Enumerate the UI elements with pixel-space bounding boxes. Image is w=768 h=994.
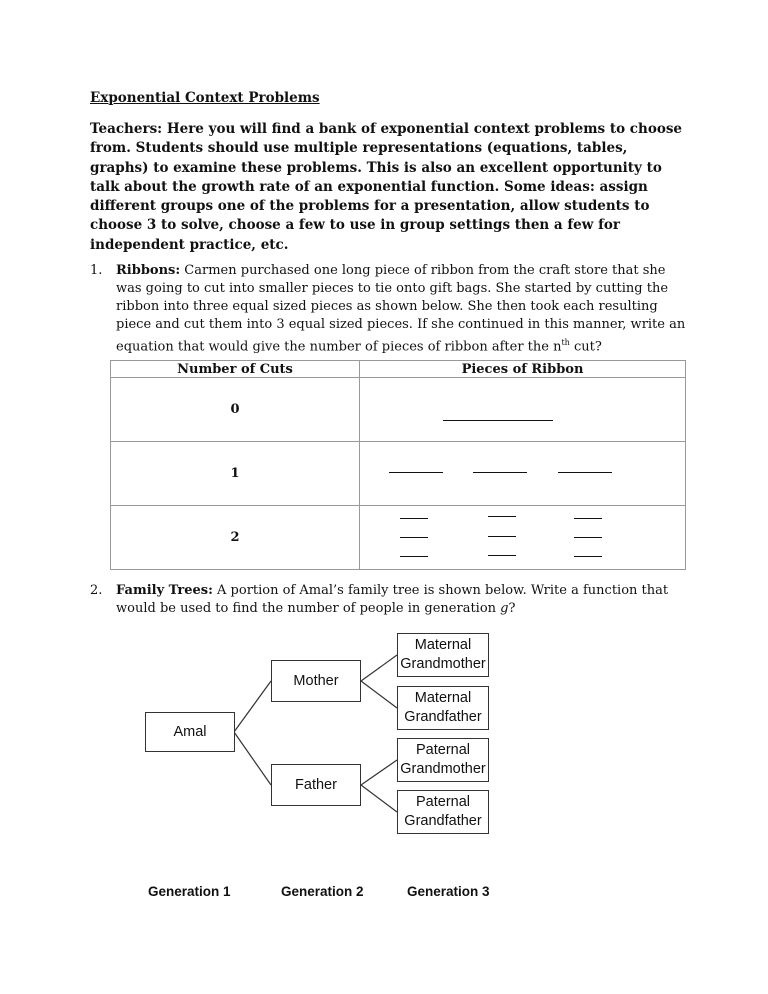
column-header-cuts: Number of Cuts [111, 361, 360, 378]
generation-label: Generation 2 [281, 884, 364, 899]
column-header-pieces: Pieces of Ribbon [360, 361, 686, 378]
tree-node-amal: Amal [145, 712, 235, 752]
tree-node-maternal-grandmother: Maternal Grandmother [397, 633, 489, 677]
connector-line [361, 785, 397, 812]
problem-text-end: ? [508, 601, 516, 616]
teacher-intro: Teachers: Here you will find a bank of exponential context problems to choose from. Students should use multiple representations (equations, tables, graphs) to examine these problems. This is also an excellent opportunity to talk about the growth rate of an exponential function. Some ideas: assign different groups one of the problems for a presentation, allow students to choose 3 to solve, choose a few to use in group settings then a few for independent practice, etc. [90, 121, 683, 253]
cut-count: 1 [111, 442, 360, 506]
cut-count: 2 [111, 506, 360, 570]
tree-node-maternal-grandfather: Maternal Grandfather [397, 686, 489, 730]
document-title: Exponential Context Problems [90, 90, 320, 106]
connector-line [361, 655, 397, 681]
tree-node-paternal-grandmother: Paternal Grandmother [397, 738, 489, 782]
connector-line [361, 681, 397, 708]
problem-number: 1. [90, 263, 103, 278]
problem-label: Ribbons: [116, 263, 181, 278]
generation-label: Generation 1 [148, 884, 231, 899]
problem-number: 2. [90, 583, 103, 598]
problem-label: Family Trees: [116, 583, 213, 598]
problem-text-end: cut? [569, 339, 602, 355]
superscript-th: th [561, 338, 570, 347]
tree-node-mother: Mother [271, 660, 361, 702]
connector-line [361, 760, 397, 785]
problem-text: Carmen purchased one long piece of ribbon from the craft store that she was going to cut into smaller pieces to tie onto gift bags. She started by cutting the ribbon into three equal sized pieces as shown below. She then took each resulting piece and cut them into 3 equal sized pieces. If she continued in this manner, write an equation that would give the number of pieces of ribbon after the [116, 263, 686, 355]
connector-line [234, 732, 271, 785]
problem-text: A portion of Amal’s family tree is shown below. Write a function that would be used to find the number of people in generation [116, 583, 669, 616]
generation-label: Generation 3 [407, 884, 490, 899]
variable-n: n [553, 339, 562, 355]
tree-node-father: Father [271, 764, 361, 806]
cut-count: 0 [111, 378, 360, 442]
connector-line [234, 681, 271, 732]
tree-node-paternal-grandfather: Paternal Grandfather [397, 790, 489, 834]
variable-g: g [500, 601, 509, 616]
